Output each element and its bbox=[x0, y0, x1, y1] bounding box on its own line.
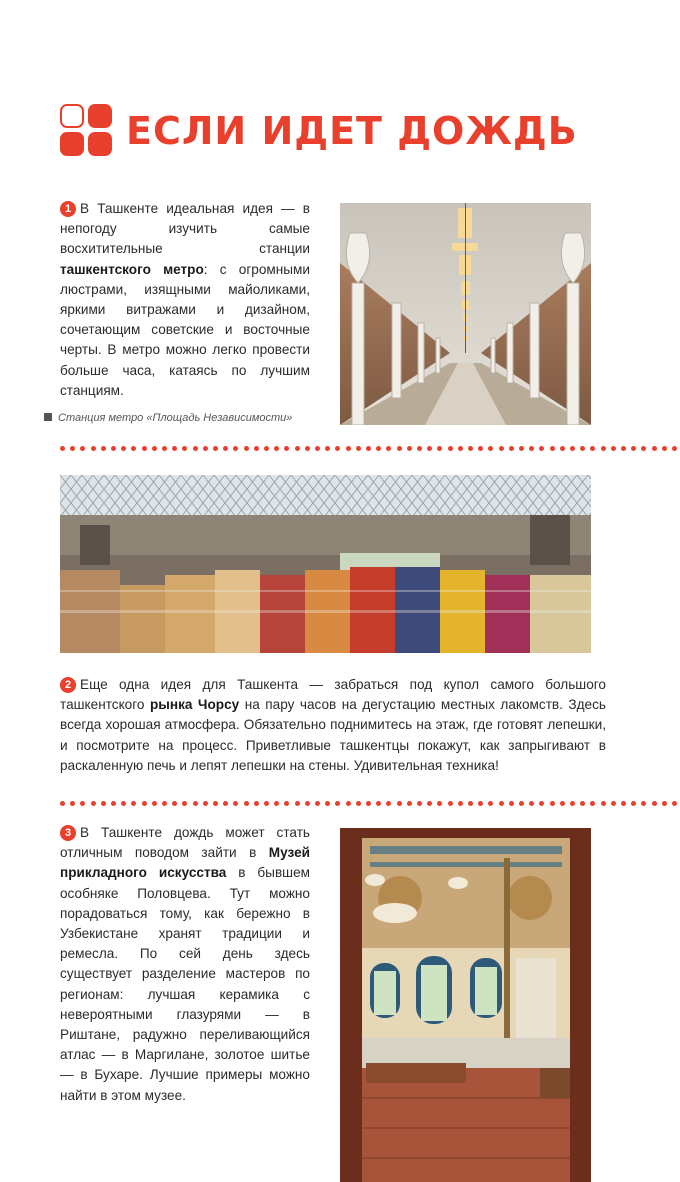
museum-interior-photo bbox=[340, 828, 591, 1182]
section-logo-icon bbox=[60, 104, 112, 156]
chorsu-bazaar-photo bbox=[60, 475, 591, 653]
section-1-number: 1 bbox=[60, 201, 76, 217]
page-title: ЕСЛИ ИДЕТ ДОЖДЬ bbox=[126, 109, 578, 153]
section-1-text: 1 В Ташкенте идеальная идея — в непогоду изучить самые восхитительные станции ташкентского метро: с огромными люстрами, изящными майоликами, яркими витражами и дизайном, сочетающим советские и восточные черты. В метро можно легко провести больше часа, катаясь по лучшим станциям. bbox=[60, 201, 310, 398]
dotted-divider bbox=[60, 446, 680, 452]
section-3-text: 3 В Ташкенте дождь может стать отличным поводом зайти в Музей прикладного искусства в бывшем особняке Половцева. Тут можно порадоваться тому, как бережно в Узбекистане хранят традиции и ремесла. По сей день здесь существует разделение мастеров по регионам: лучшая керамика с невероятными глазурями — в Риштане, радужно переливающийся атлас — в Маргилане, золотое шитье — в Бухаре. Лучшие примеры можно найти в этом музее. bbox=[60, 825, 310, 1103]
section-2-number: 2 bbox=[60, 677, 76, 693]
photo-caption: Станция метро «Площадь Независимости» bbox=[44, 412, 292, 424]
section-2-text: 2 Еще одна идея для Ташкента — забраться под купол самого большого ташкентского рынка Чорсу на пару часов на дегустацию местных лакомств. Здесь всегда хорошая атмосфера. Обязательно поднимитесь на этаж, где готовят лепешки, и посмотрите на процесс. Приветливые ташкентцы покажут, как запрыгивают в раскаленную печь и лепят лепешки на стены. Удивительная техника! bbox=[60, 677, 606, 773]
dotted-divider bbox=[60, 801, 680, 807]
metro-highlight: ташкентского метро bbox=[60, 261, 204, 277]
metro-station-photo bbox=[340, 203, 591, 425]
chorsu-highlight: рынка Чорсу bbox=[149, 697, 240, 713]
museum-highlight: Музей прикладного искусства bbox=[60, 845, 310, 881]
section-3-number: 3 bbox=[60, 825, 76, 841]
